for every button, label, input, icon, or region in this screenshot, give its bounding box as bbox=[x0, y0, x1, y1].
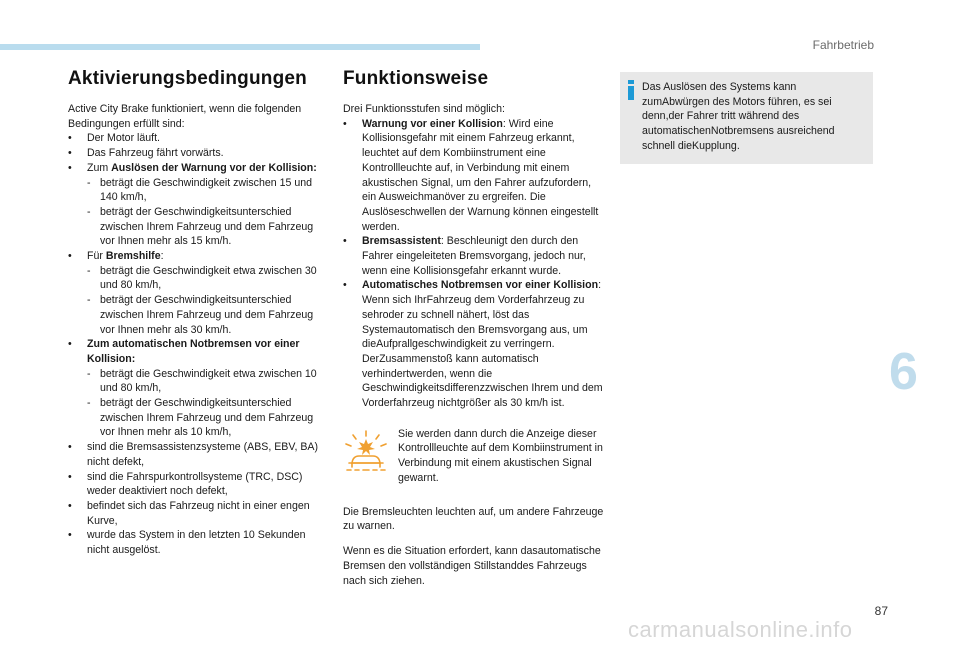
item-heading: Zum automatischen Notbremsen vor einer Kollision: bbox=[87, 338, 300, 365]
sub-list-item: - beträgt die Geschwindigkeit etwa zwischen 10 und 80 km/h, bbox=[87, 367, 330, 396]
collision-warning-icon bbox=[343, 429, 389, 475]
item-suffix: : bbox=[160, 250, 164, 263]
activation-conditions-list bbox=[68, 131, 330, 557]
brake-lights-paragraph: Die Bremsleuchten leuchten auf, um andere Fahrzeuge zu warnen. bbox=[343, 505, 604, 533]
info-icon bbox=[627, 80, 635, 100]
page-number: 87 bbox=[874, 604, 888, 618]
item-heading: Bremshilfe bbox=[105, 250, 161, 263]
list-item: • Das Fahrzeug fährt vorwärts. bbox=[68, 146, 330, 161]
item-heading: Automatisches Notbremsen vor einer Kollision bbox=[362, 279, 599, 292]
info-note-text: Das Auslösen des Systems kann zumAbwürgen des Motors führen, es sei denn,der Fahrer tritt während des automatischenNotbremsens ausreichend schnell dieKupplung. bbox=[642, 81, 835, 152]
function-levels-list bbox=[343, 117, 605, 411]
list-item bbox=[68, 249, 330, 337]
sub-list bbox=[87, 367, 330, 441]
chapter-number: 6 bbox=[889, 343, 918, 401]
list-item bbox=[343, 278, 605, 410]
item-heading: Bremsassistent bbox=[362, 235, 441, 248]
list-item: • sind die Bremsassistenzsysteme (ABS, EBV, BA) nicht defekt, bbox=[68, 440, 330, 469]
warning-indicator-block bbox=[343, 427, 605, 495]
operation-intro: Drei Funktionsstufen sind möglich: bbox=[343, 103, 505, 115]
list-item bbox=[68, 161, 330, 249]
list-item bbox=[68, 337, 330, 440]
section-header: Fahrbetrieb bbox=[812, 38, 874, 52]
warning-indicator-text: Sie werden dann durch die Anzeige dieser Kontrollleuchte auf dem Kombiinstrument in Verbindung mit einem akustischen Signal gewarnt. bbox=[398, 427, 603, 484]
list-item: • wurde das System in den letzten 10 Sekunden nicht ausgelöst. bbox=[68, 528, 330, 557]
item-prefix: Zum bbox=[87, 161, 112, 174]
sub-list-item: - beträgt die Geschwindigkeit etwa zwischen 30 und 80 km/h, bbox=[87, 264, 330, 293]
sub-list-item: - beträgt die Geschwindigkeit zwischen 15 und 140 km/h, bbox=[87, 176, 330, 205]
sub-list bbox=[87, 176, 330, 250]
list-item: • sind die Fahrspurkontrollsysteme (TRC, DSC) weder deaktiviert noch defekt, bbox=[68, 470, 330, 499]
item-text: : Wenn sich IhrFahrzeug dem Vorderfahrzeug zu sehroder zu schnell nähert, löst das Systemautomatisch den Bremsvorgang aus, um dieAufprallgeschwindigkeit zu verringern. DerZusammenstoß kann automatisch verhindertwerden, wenn die Geschwindigkeitsdifferenzzwischen Ihrem und dem Vorderfahrzeug nichtgrößer als 30 km/h ist. bbox=[362, 279, 603, 410]
sub-list-item: - beträgt der Geschwindigkeitsunterschied zwischen Ihrem Fahrzeug und dem Fahrzeug vor Ihnen mehr als 30 km/h. bbox=[87, 293, 330, 337]
sub-list bbox=[87, 264, 330, 338]
sub-list-item: - beträgt der Geschwindigkeitsunterschied zwischen Ihrem Fahrzeug und dem Fahrzeug vor Ihnen mehr als 10 km/h, bbox=[87, 396, 330, 440]
list-item bbox=[343, 117, 605, 235]
header-accent-bar bbox=[0, 44, 480, 50]
list-item: • befindet sich das Fahrzeug nicht in einer engen Kurve, bbox=[68, 499, 330, 528]
list-item bbox=[343, 234, 605, 278]
item-text: : Wird eine Kollisionsgefahr mit einem Fahrzeug erkannt, leuchtet auf dem Kombiinstrument eine Kontrollleuchte auf, in Verbindung mit einem akustischen Signal, um den Fahrer aufzufordern, ein Ausweichmanöver zu ergreifen. Die Auslöseschwellen der Warnung können eingestellt werden. bbox=[362, 117, 599, 233]
item-prefix: Für bbox=[87, 250, 106, 263]
item-heading: Auslösen der Warnung vor der Kollision: bbox=[111, 161, 317, 174]
activation-conditions-column bbox=[68, 60, 330, 558]
activation-conditions-title: Aktivierungsbedingungen bbox=[68, 68, 307, 89]
standstill-paragraph: Wenn es die Situation erfordert, kann dasautomatische Bremsen den vollständigen Stillstanddes Fahrzeugs nach sich ziehen. bbox=[343, 545, 601, 587]
sub-list-item: - beträgt der Geschwindigkeitsunterschied zwischen Ihrem Fahrzeug und dem Fahrzeug vor Ihnen mehr als 15 km/h. bbox=[87, 205, 330, 249]
operation-column bbox=[343, 60, 605, 588]
list-item: • Der Motor läuft. bbox=[68, 131, 330, 146]
item-heading: Warnung vor einer Kollision bbox=[362, 117, 503, 130]
operation-title: Funktionsweise bbox=[343, 68, 489, 89]
item-text: : Beschleunigt den durch den Fahrer eingeleiteten Bremsvorgang, jedoch nur, wenn eine Kollisionsgefahr erkannt wurde. bbox=[362, 235, 586, 277]
activation-intro: Active City Brake funktioniert, wenn die folgenden Bedingungen erfüllt sind: bbox=[68, 103, 302, 130]
watermark: carmanualsonline.info bbox=[628, 617, 853, 642]
info-note bbox=[620, 72, 873, 164]
